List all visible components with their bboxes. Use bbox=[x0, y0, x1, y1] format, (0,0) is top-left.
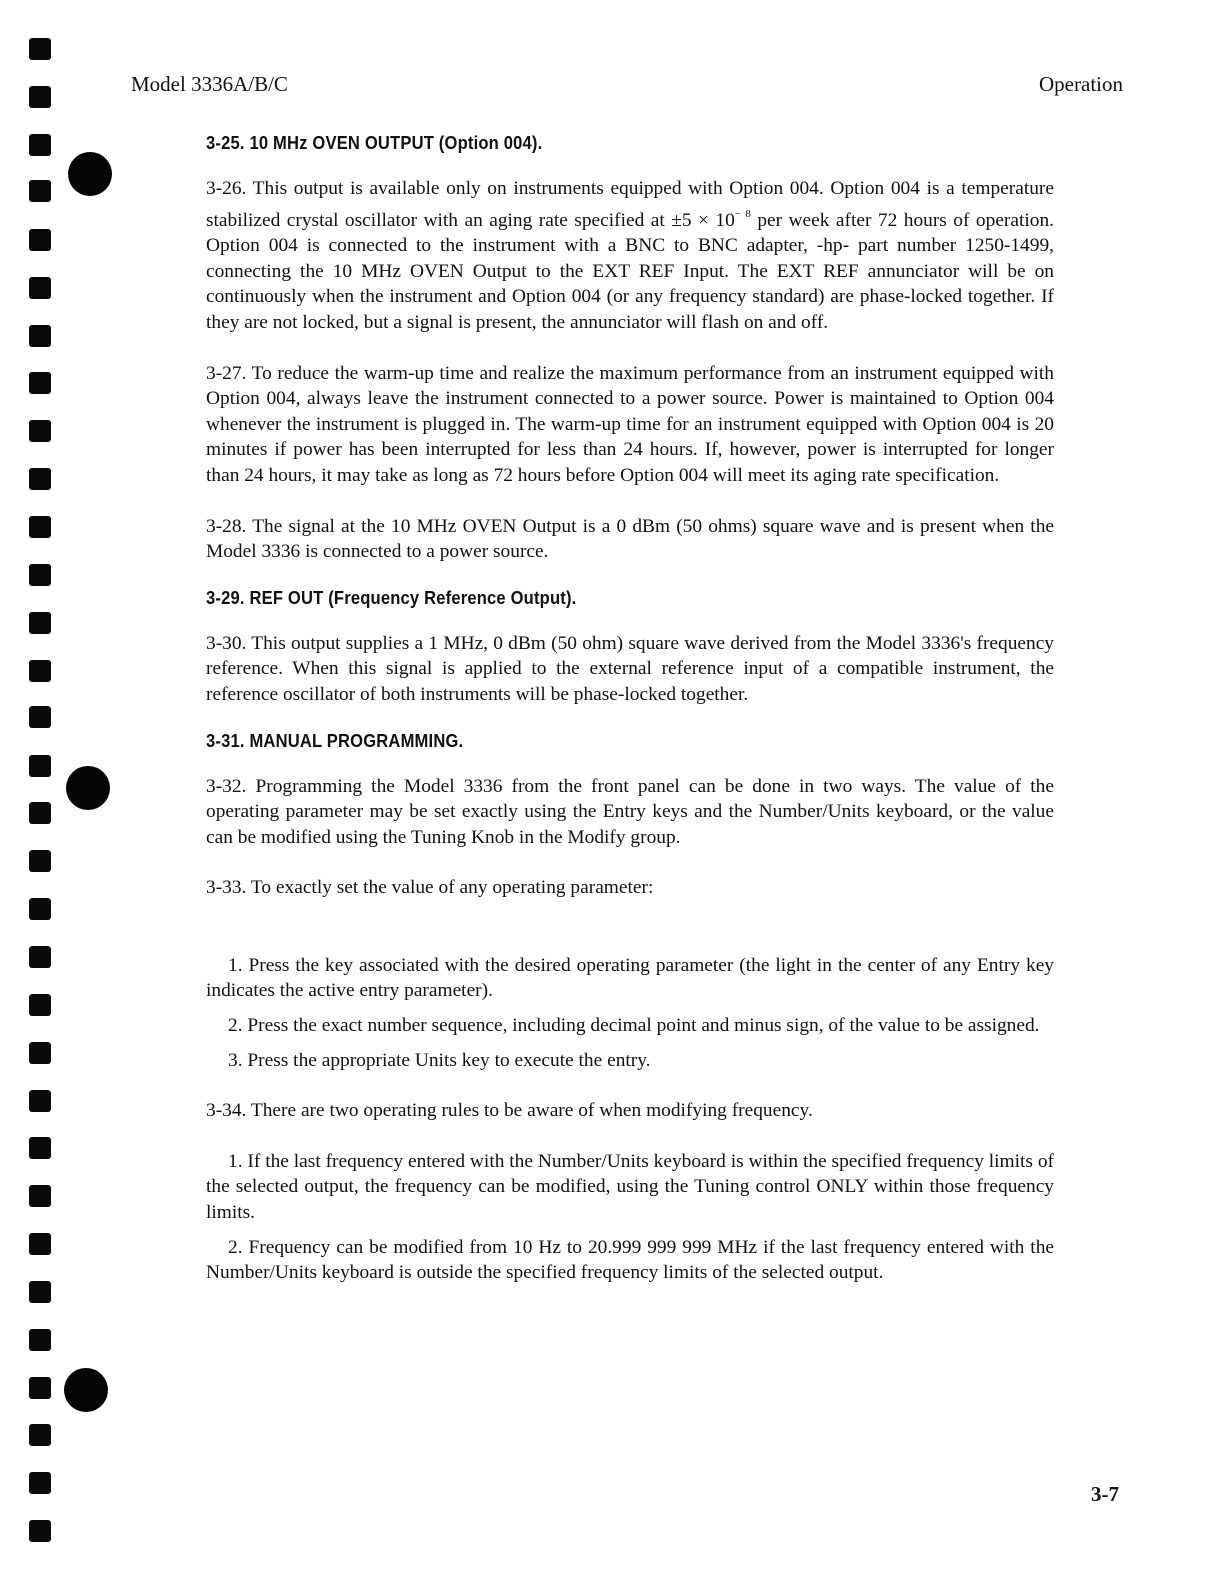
binder-mark bbox=[29, 802, 51, 824]
punch-hole bbox=[66, 766, 110, 810]
paragraph-3-26-part-a: 3-26. This output is available only on instruments equipped with Option 004. Option 004 is a temperature stabilized crystal oscillator with an aging rate specified at ±5 × 10 bbox=[206, 178, 1054, 231]
binder-mark bbox=[29, 1042, 51, 1064]
list-item: 2. Frequency can be modified from 10 Hz to 20.999 999 999 MHz if the last frequency entered with the Number/Units keyboard is outside the specified frequency limits of the selected output. bbox=[206, 1236, 1054, 1284]
binder-mark bbox=[29, 1137, 51, 1159]
binder-mark bbox=[29, 706, 51, 728]
binder-mark bbox=[29, 660, 51, 682]
punch-hole bbox=[64, 1368, 108, 1412]
binder-mark bbox=[29, 516, 51, 538]
binder-mark bbox=[29, 229, 51, 251]
binder-mark bbox=[29, 994, 51, 1016]
paragraph-3-27: 3-27. To reduce the warm-up time and realize the maximum performance from an instrument equipped with Option 004, always leave the instrument connected to a power source. Power is maintained to Option 004 whenever the instrument is plugged in. The warm-up time for an instrument equipped with Option 004 is 20 minutes if power has been interrupted for less than 24 hours. If, however, power is interrupted for longer than 24 hours, it may take as long as 72 hours before Option 004 will meet its aging rate specification. bbox=[206, 362, 1054, 486]
binder-mark bbox=[29, 134, 51, 156]
binder-mark bbox=[29, 372, 51, 394]
list-item: 1. If the last frequency entered with the Number/Units keyboard is within the specified frequency limits of the selected output, the frequency can be modified, using the Tuning control ONLY within those frequency limits. bbox=[206, 1150, 1054, 1224]
header-section: Operation bbox=[1039, 72, 1123, 96]
binder-mark bbox=[29, 1233, 51, 1255]
binder-mark bbox=[29, 612, 51, 634]
paragraph-3-32: 3-32. Programming the Model 3336 from the front panel can be done in two ways. The value of the operating parameter may be set exactly using the Entry keys and the Number/Units keyboard, or the value can be modified using the Tuning Knob in the Modify group. bbox=[206, 775, 1054, 848]
binder-mark bbox=[29, 420, 51, 442]
header-model: Model 3336A/B/C bbox=[131, 72, 288, 96]
binder-mark bbox=[29, 468, 51, 490]
list-item: 2. Press the exact number sequence, including decimal point and minus sign, of the value to be assigned. bbox=[228, 1015, 1040, 1037]
section-heading: 3-31. MANUAL PROGRAMMING. bbox=[206, 730, 464, 751]
binder-mark bbox=[29, 755, 51, 777]
binder-mark bbox=[29, 1329, 51, 1351]
binder-mark bbox=[29, 1424, 51, 1446]
binder-mark bbox=[29, 277, 51, 299]
paragraph-3-28: 3-28. The signal at the 10 MHz OVEN Output is a 0 dBm (50 ohms) square wave and is present when the Model 3336 is connected to a power source. bbox=[206, 515, 1054, 563]
paragraph-3-26 bbox=[206, 176, 1054, 336]
binder-mark bbox=[29, 1377, 51, 1399]
binder-mark bbox=[29, 86, 51, 108]
section-heading: 3-25. 10 MHz OVEN OUTPUT (Option 004). bbox=[206, 133, 543, 153]
list-item: 1. Press the key associated with the desired operating parameter (the light in the center of any Entry key indicates the active entry parameter). bbox=[206, 954, 1054, 1002]
exponent: − 8 bbox=[734, 207, 751, 220]
paragraph-3-34: 3-34. There are two operating rules to be aware of when modifying frequency. bbox=[206, 1100, 813, 1122]
binder-mark bbox=[29, 325, 51, 347]
page-body bbox=[206, 130, 1054, 1295]
paragraph-3-30: 3-30. This output supplies a 1 MHz, 0 dBm (50 ohm) square wave derived from the Model 3336's frequency reference. When this signal is applied to the external reference input of a compatible instrument, the reference oscillator of both instruments will be phase-locked together. bbox=[206, 632, 1054, 705]
binder-mark bbox=[29, 1281, 51, 1303]
binder-mark bbox=[29, 564, 51, 586]
page-number: 3-7 bbox=[1091, 1482, 1119, 1506]
binder-mark bbox=[29, 946, 51, 968]
binder-mark bbox=[29, 850, 51, 872]
binder-mark bbox=[29, 1090, 51, 1112]
binder-mark bbox=[29, 898, 51, 920]
paragraph-3-33: 3-33. To exactly set the value of any operating parameter: bbox=[206, 877, 654, 899]
binder-mark bbox=[29, 180, 51, 202]
paragraph-3-26-part-b: per week after 72 hours of operation. Option 004 is connected to the instrument with a BNC to BNC adapter, -hp- part number 1250-1499, connecting the 10 MHz OVEN Output to the EXT REF Input. The EXT REF annunciator will be on continuously when the instrument and Option 004 (or any frequency standard) are phase-locked together. If they are not locked, but a signal is present, the annunciator will flash on and off. bbox=[206, 209, 1055, 333]
section-heading: 3-29. REF OUT (Frequency Reference Output). bbox=[206, 587, 577, 608]
list-item: 3. Press the appropriate Units key to execute the entry. bbox=[228, 1049, 651, 1071]
binder-mark bbox=[29, 1520, 51, 1542]
binder-mark bbox=[29, 1185, 51, 1207]
binder-mark bbox=[29, 1472, 51, 1494]
punch-hole bbox=[68, 152, 112, 196]
binder-mark bbox=[29, 38, 51, 60]
